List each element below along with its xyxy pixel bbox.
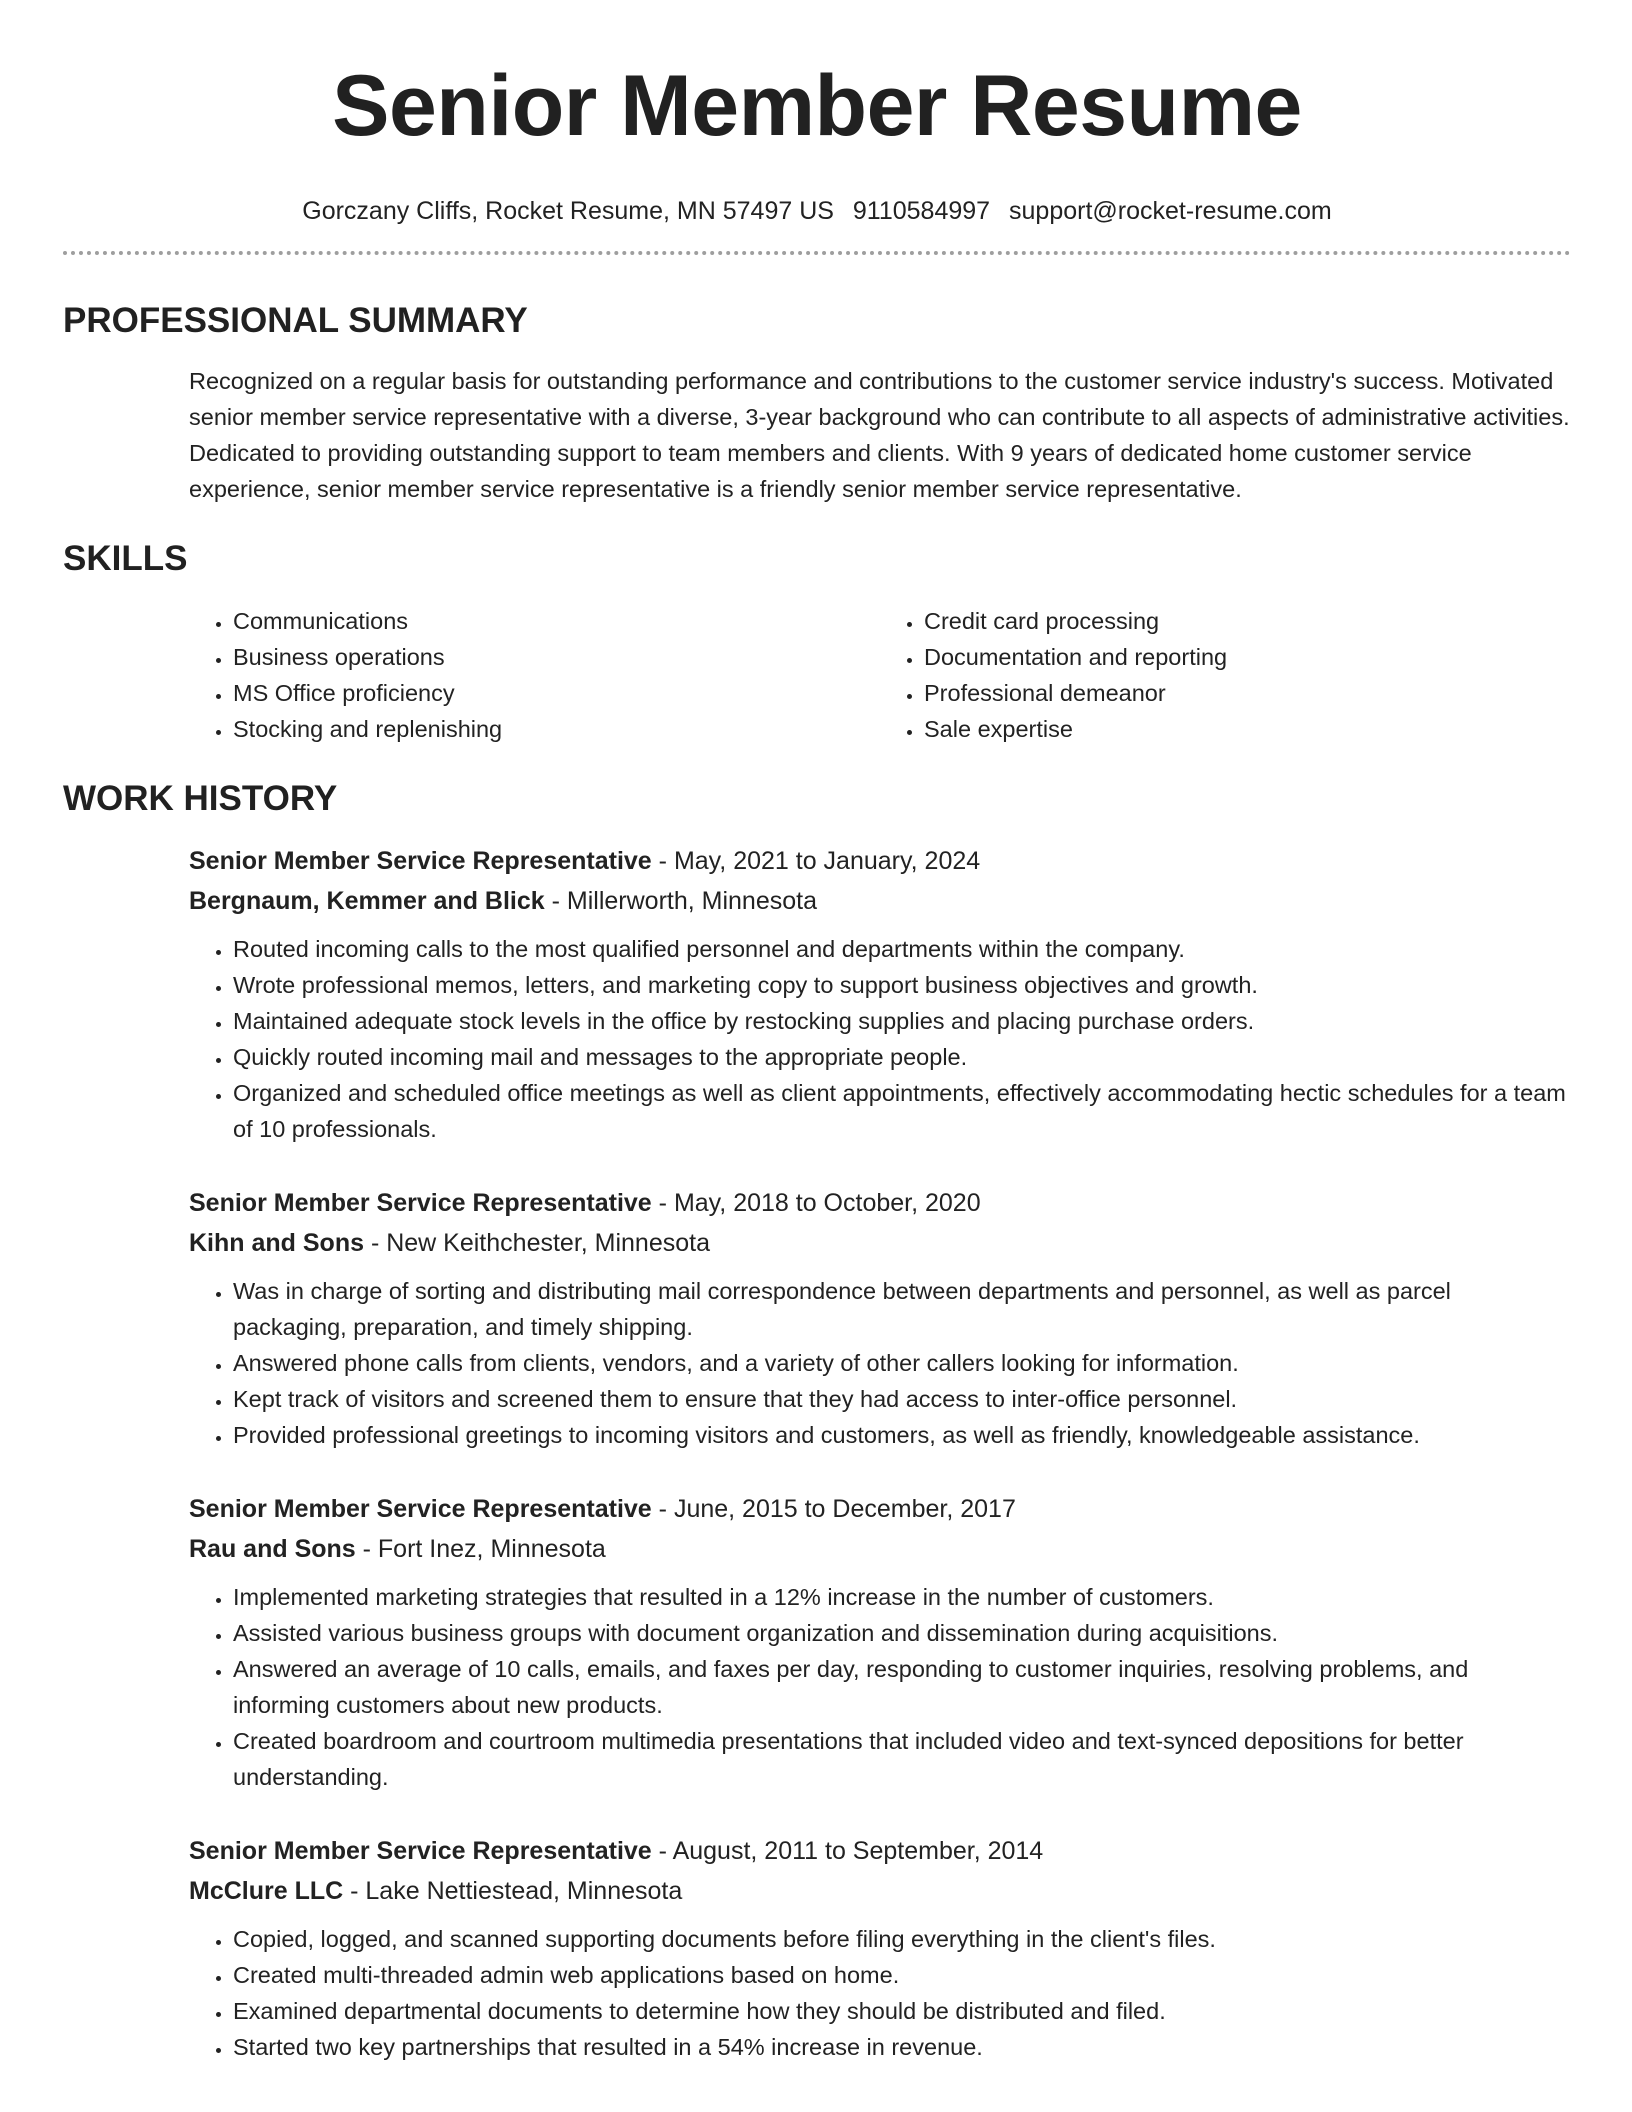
job-location: Millerworth, Minnesota	[566, 887, 817, 915]
work-history-heading: WORK HISTORY	[63, 779, 338, 818]
job-company-line: McClure LLC - Lake Nettiestead, Minnesota	[189, 1877, 683, 1905]
job-duty: • Organized and scheduled office meetings as well as client appointments, effectively accommodating hectic schedules for a team of 10 professionals.	[233, 1075, 1571, 1147]
job-duty: • Maintained adequate stock levels in the office by restocking supplies and placing purchase orders.	[233, 1003, 1571, 1039]
skill-item: • Professional demeanor	[924, 675, 1571, 711]
job-company: Kihn and Sons	[189, 1229, 364, 1257]
job-title-line: Senior Member Service Representative - June, 2015 to December, 2017	[189, 1495, 1016, 1523]
header-divider	[63, 251, 1571, 255]
skills-column-left	[189, 603, 880, 747]
job-dates: May, 2018 to October, 2020	[673, 1189, 981, 1217]
skill-item: • MS Office proficiency	[233, 675, 880, 711]
job-location: Fort Inez, Minnesota	[377, 1535, 606, 1563]
job-entry	[189, 1489, 1571, 1795]
contact-phone: 9110584997	[852, 197, 991, 225]
job-title: Senior Member Service Representative	[189, 1189, 652, 1217]
skill-item: • Communications	[233, 603, 880, 639]
job-company: Rau and Sons	[189, 1535, 356, 1563]
job-duty: • Started two key partnerships that resulted in a 54% increase in revenue.	[233, 2029, 1571, 2065]
job-duty: • Answered an average of 10 calls, emails, and faxes per day, responding to customer inquiries, resolving problems, and informing customers about new products.	[233, 1651, 1571, 1723]
contact-email: support@rocket-resume.com	[1009, 197, 1332, 225]
skill-item: • Credit card processing	[924, 603, 1571, 639]
job-duty: • Created multi-threaded admin web applications based on home.	[233, 1957, 1571, 1993]
job-company: Bergnaum, Kemmer and Blick	[189, 887, 545, 915]
job-duties	[189, 1921, 1571, 2065]
job-dates: June, 2015 to December, 2017	[673, 1495, 1016, 1523]
job-title: Senior Member Service Representative	[189, 1495, 652, 1523]
job-duty: • Answered phone calls from clients, vendors, and a variety of other callers looking for information.	[233, 1345, 1571, 1381]
work-history-list	[189, 841, 1571, 2065]
job-duty: • Wrote professional memos, letters, and marketing copy to support business objectives and growth.	[233, 967, 1571, 1003]
job-company: McClure LLC	[189, 1877, 344, 1905]
contact-address: Gorczany Cliffs, Rocket Resume, MN 57497 US	[302, 197, 834, 225]
resume-page	[63, 0, 1571, 2065]
job-dates: August, 2011 to September, 2014	[672, 1837, 1044, 1865]
job-title-line: Senior Member Service Representative - May, 2021 to January, 2024	[189, 847, 981, 875]
skill-item: • Business operations	[233, 639, 880, 675]
job-duty: • Copied, logged, and scanned supporting documents before filing everything in the client's files.	[233, 1921, 1571, 1957]
skills-heading: SKILLS	[63, 539, 188, 578]
resume-title: Senior Member Resume	[332, 58, 1302, 154]
job-title-line: Senior Member Service Representative - August, 2011 to September, 2014	[189, 1837, 1044, 1865]
job-entry	[189, 1831, 1571, 2065]
summary-heading: PROFESSIONAL SUMMARY	[63, 301, 528, 340]
job-duty: • Implemented marketing strategies that resulted in a 12% increase in the number of customers.	[233, 1579, 1571, 1615]
job-title: Senior Member Service Representative	[189, 847, 652, 875]
job-title-line: Senior Member Service Representative - May, 2018 to October, 2020	[189, 1189, 981, 1217]
job-duty: • Created boardroom and courtroom multimedia presentations that included video and text-synced depositions for better understanding.	[233, 1723, 1571, 1795]
job-duty: • Assisted various business groups with document organization and dissemination during acquisitions.	[233, 1615, 1571, 1651]
job-entry	[189, 1183, 1571, 1453]
job-duties	[189, 931, 1571, 1147]
job-duty: • Quickly routed incoming mail and messages to the appropriate people.	[233, 1039, 1571, 1075]
job-duty: • Provided professional greetings to incoming visitors and customers, as well as friendly, knowledgeable assistance.	[233, 1417, 1571, 1453]
skill-item: • Stocking and replenishing	[233, 711, 880, 747]
job-company-line: Rau and Sons - Fort Inez, Minnesota	[189, 1535, 606, 1563]
job-company-line: Kihn and Sons - New Keithchester, Minnesota	[189, 1229, 710, 1257]
job-dates: May, 2021 to January, 2024	[673, 847, 981, 875]
skill-item: • Sale expertise	[924, 711, 1571, 747]
skills-list	[189, 603, 1571, 747]
job-duty: • Routed incoming calls to the most qualified personnel and departments within the company.	[233, 931, 1571, 967]
job-duties	[189, 1273, 1571, 1453]
job-duty: • Kept track of visitors and screened them to ensure that they had access to inter-office personnel.	[233, 1381, 1571, 1417]
skills-column-right	[880, 603, 1571, 747]
job-duties	[189, 1579, 1571, 1795]
job-entry	[189, 841, 1571, 1147]
summary-text: Recognized on a regular basis for outstanding performance and contributions to the customer service industry's success. Motivated senior member service representative with a diverse, 3-year background who can contribute to all aspects of administrative activities. Dedicated to providing outstanding support to team members and clients. With 9 years of dedicated home customer service experience, senior member service representative is a friendly senior member service representative.	[189, 368, 1570, 502]
job-duty: • Examined departmental documents to determine how they should be distributed and filed.	[233, 1993, 1571, 2029]
job-location: Lake Nettiestead, Minnesota	[365, 1877, 683, 1905]
job-duty: • Was in charge of sorting and distributing mail correspondence between departments and personnel, as well as parcel packaging, preparation, and timely shipping.	[233, 1273, 1571, 1345]
job-company-line: Bergnaum, Kemmer and Blick - Millerworth, Minnesota	[189, 887, 817, 915]
job-title: Senior Member Service Representative	[189, 1837, 652, 1865]
contact-line	[63, 194, 1571, 228]
skill-item: • Documentation and reporting	[924, 639, 1571, 675]
job-location: New Keithchester, Minnesota	[386, 1229, 710, 1257]
